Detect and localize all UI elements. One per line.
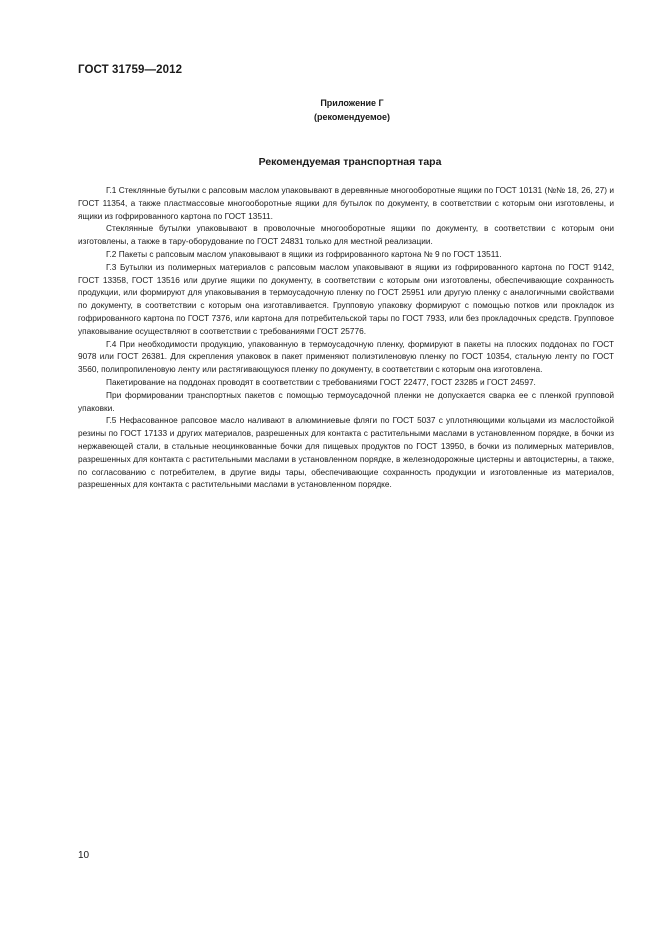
- document-header: ГОСТ 31759—2012: [78, 64, 183, 76]
- paragraph-g4-palletizing: Пакетирование на поддонах проводят в соответствии с требованиями ГОСТ 22477, ГОСТ 23285 и ГОСТ 24597.: [106, 376, 536, 387]
- paragraph-g1: Г.1 Стеклянные бутылки с рапсовым маслом упаковывают в деревянные многооборотные ящики по ГОСТ 10131 (№№ 18, 26, 27) и ГОСТ 11354, а также пластмассовые многооборотные ящики для бутылок по документу, в соответствии с которым они изготовлены, и ящики из гофрированного картона по ГОСТ 13511.: [78, 185, 614, 221]
- appendix-heading: [262, 96, 442, 124]
- body-text: [78, 184, 614, 491]
- paragraph-g2: Г.2 Пакеты с рапсовым маслом упаковывают в ящики из гофрированного картона № 9 по ГОСТ 13511.: [106, 248, 502, 259]
- section-title: Рекомендуемая транспортная тара: [258, 156, 442, 168]
- page-number: 10: [78, 850, 90, 861]
- paragraph-g1-continued: Стеклянные бутылки упаковывают в проволочные многооборотные ящики по документу, в соответствии с которым они изготовлены, а также в тару-оборудование по ГОСТ 24831 только для местной реализации.: [78, 223, 614, 247]
- appendix-status: (рекомендуемое): [314, 112, 390, 122]
- appendix-label: Приложение Г: [320, 98, 384, 108]
- paragraph-g4: Г.4 При необходимости продукцию, упакованную в термоусадочную пленку, формируют в пакеты на плоских поддонах по ГОСТ 9078 или ГОСТ 26381. Для скрепления упаковок в пакет применяют полиэтиленовую пленку по ГОСТ 10354, стальную ленту по ГОСТ 3560, полипропиленовую ленту или растягивающуюся пленку по документу, в соответствии с которым она изготовлена.: [78, 338, 614, 375]
- paragraph-g4-welding: При формировании транспортных пакетов с помощью термоусадочной пленки не допускается сварка ее с пленкой групповой упаковки.: [78, 389, 614, 413]
- paragraph-g3: Г.3 Бутылки из полимерных материалов с рапсовым маслом упаковывают в ящики из гофрированного картона по ГОСТ 9142, ГОСТ 13358, ГОСТ 13516 или другие ящики по документу, в соответствии с которым они изготовлены, обеспечивающие сохранность продукции, или формируют для упаковывания в термоусадочную пленку по ГОСТ 25951 или другую пленку с аналогичными свойствами по документу, в соответствии с которым она изготавливается. Групповую упаковку формируют с помощью потков или прокладок из гофрированного картона по ГОСТ 7376, или картона для потребительской тары по ГОСТ 7933, или без прокладочных средств. Групповое упаковывание осуществляют в соответствии с требованиями ГОСТ 25776.: [78, 261, 614, 336]
- paragraph-g5: Г.5 Нефасованное рапсовое масло наливают в алюминиевые фляги по ГОСТ 5037 с уплотняющими кольцами из маслостойкой резины по ГОСТ 17133 и других материалов, разрешенных для контакта с растительными маслами в установленном порядке, в бочки из нержавеющей стали, в стальные неоцинкованные бочки для пищевых продуктов по ГОСТ 13950, в бочки из полимерных материвлов, разрешенных для контакта с растительными маслами в установленном порядке, в железнодорожные цистерны и автоцистерны, а также, по согласованию с потребителем, в другие виды тары, обеспечивающие сохранность продукции и изготовленные из материалов, разрешенных для контакта с растительными маслами в установленном порядке.: [78, 415, 614, 490]
